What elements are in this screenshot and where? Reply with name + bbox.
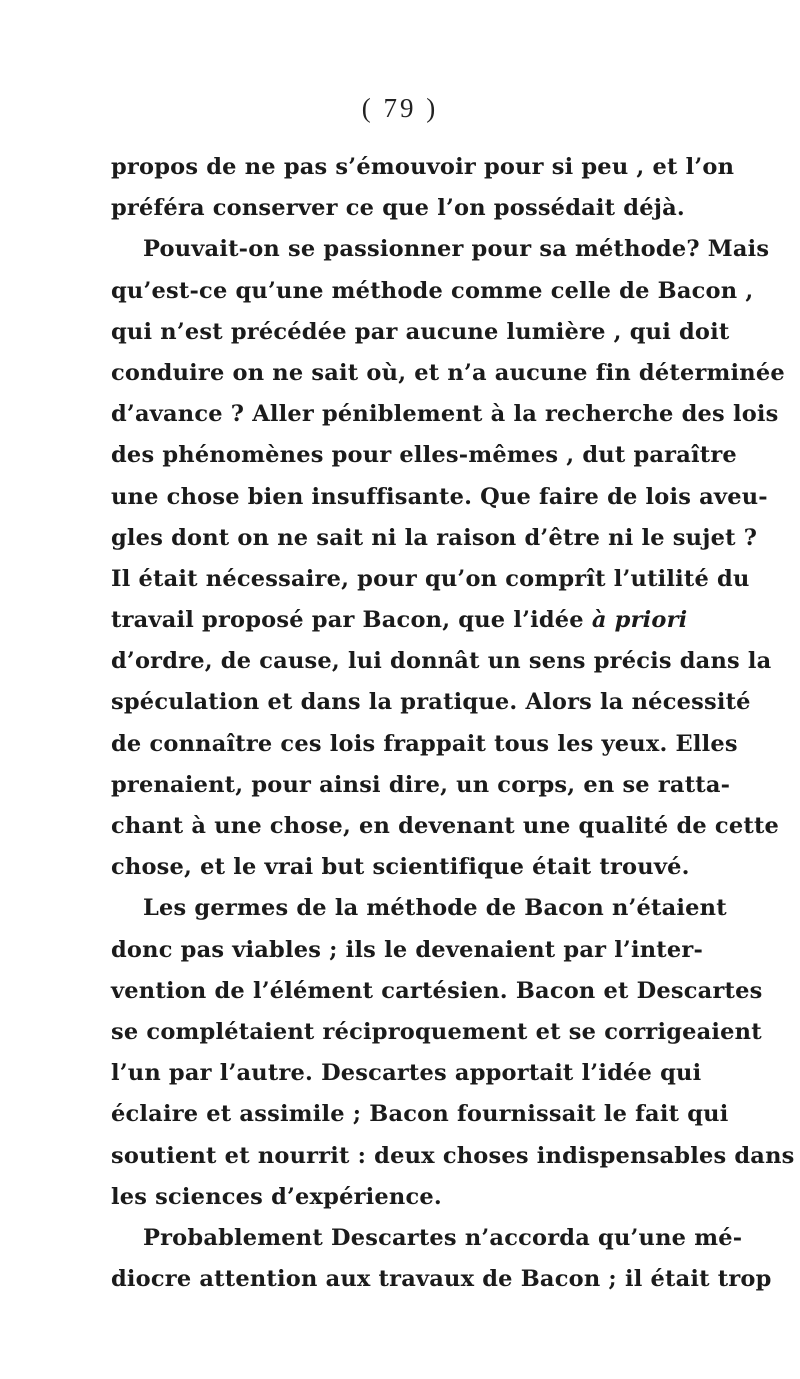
text-line: d’avance ? Aller péniblement à la recherche des lois [111, 401, 779, 428]
page-number: ( 79 ) [361, 93, 439, 123]
text-line: soutient et nourrit : deux choses indispensables dans [111, 1142, 795, 1169]
text-line: Probablement Descartes n’accorda qu’une mé- [143, 1224, 743, 1251]
text-line: Il était nécessaire, pour qu’on comprît l’utilité du [111, 565, 750, 592]
text-line: propos de ne pas s’émouvoir pour si peu , et l’on [111, 154, 735, 180]
text-line: Pouvait-on se passionner pour sa méthode? Mais [143, 236, 770, 263]
text-line: gles dont on ne sait ni la raison d’être ni le sujet ? [111, 524, 758, 551]
text-line: qui n’est précédée par aucune lumière , qui doit [111, 318, 730, 345]
italic-text-run: à priori [591, 607, 688, 634]
text-line-with-italic [111, 600, 686, 641]
text-line: chose, et le vrai but scientifique était trouvé. [111, 854, 690, 881]
text-line: les sciences d’expérience. [111, 1183, 442, 1210]
text-line: conduire on ne sait où, et n’a aucune fin déterminée [111, 359, 785, 386]
text-line: l’un par l’autre. Descartes apportait l’idée qui [111, 1060, 702, 1087]
text-line: une chose bien insuffisante. Que faire de lois aveu- [111, 483, 768, 510]
text-line: d’ordre, de cause, lui donnât un sens précis dans la [111, 648, 772, 675]
text-line: prenaient, pour ainsi dire, un corps, en se ratta- [111, 771, 731, 798]
text-run: travail proposé par Bacon, que l’idée [111, 607, 592, 634]
text-line: chant à une chose, en devenant une qualité de cette [111, 813, 780, 839]
text-line: qu’est-ce qu’une méthode comme celle de Bacon , [111, 277, 754, 304]
text-line: spéculation et dans la pratique. Alors la nécessité [111, 689, 751, 716]
text-line: des phénomènes pour elles-mêmes , dut paraître [111, 442, 737, 469]
text-line: éclaire et assimile ; Bacon fournissait le fait qui [111, 1101, 729, 1128]
body-text [111, 147, 795, 1300]
text-line: préféra conserver ce que l’on possédait déjà. [111, 195, 685, 222]
text-line: diocre attention aux travaux de Bacon ; il était trop [111, 1266, 772, 1293]
text-line: vention de l’élément cartésien. Bacon et Descartes [111, 977, 763, 1004]
text-line: Les germes de la méthode de Bacon n’étaient [143, 895, 727, 922]
text-line: donc pas viables ; ils le devenaient par l’inter- [111, 936, 703, 963]
text-line: se complétaient réciproquement et se corrigeaient [111, 1018, 762, 1045]
text-line: de connaître ces lois frappait tous les yeux. Elles [111, 730, 738, 757]
